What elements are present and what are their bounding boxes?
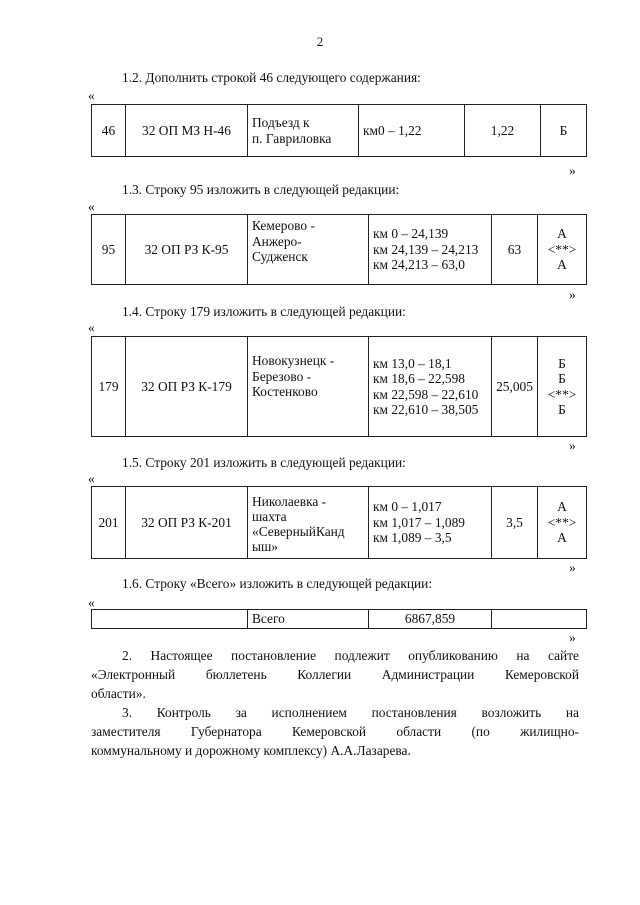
road-code: 32 ОП РЗ К-179 (126, 337, 248, 437)
row-number: 95 (92, 215, 126, 285)
open-quote: « (88, 320, 95, 335)
section-1-2-heading: 1.2. Дополнить строкой 46 следующего содержания: (122, 70, 421, 85)
km-range: км 13,0 – 18,1 км 18,6 – 22,598 км 22,598 – 22,610 км 22,610 – 38,505 (369, 337, 492, 437)
road-code: 32 ОП РЗ К-201 (126, 487, 248, 559)
open-quote: « (88, 595, 95, 610)
road-length: 3,5 (492, 487, 538, 559)
total-label: Всего (248, 610, 369, 629)
row-number: 201 (92, 487, 126, 559)
close-quote: » (569, 438, 576, 453)
close-quote: » (569, 287, 576, 302)
road-category: Б (541, 105, 587, 157)
table-row-179 (91, 336, 587, 437)
paragraph-3: 3. Контроль за исполнением постановления возложить на заместителя Губернатора Кемеровской области (по жилищно- коммунальному и дорожному комплексу) А.А.Лазарева. (91, 705, 579, 758)
road-category: Б Б <**> Б (538, 337, 587, 437)
road-name: Николаевка - шахта «СеверныйКанд ыш» (248, 487, 369, 559)
row-number: 179 (92, 337, 126, 437)
row-number: 46 (92, 105, 126, 157)
km-range: км 0 – 24,139 км 24,139 – 24,213 км 24,213 – 63,0 (369, 215, 492, 285)
table-row-46 (91, 104, 587, 157)
table-row-201 (91, 486, 587, 559)
road-name: Новокузнецк - Березово - Костенково (248, 337, 369, 437)
section-1-6-heading: 1.6. Строку «Всего» изложить в следующей редакции: (122, 576, 433, 591)
close-quote: » (569, 163, 576, 178)
road-length: 25,005 (492, 337, 538, 437)
open-quote: « (88, 199, 95, 214)
open-quote: « (88, 471, 95, 486)
section-1-5-heading: 1.5. Строку 201 изложить в следующей редакции: (122, 455, 406, 470)
section-1-3-heading: 1.3. Строку 95 изложить в следующей редакции: (122, 182, 400, 197)
page-number: 2 (316, 34, 324, 49)
road-category: А <**> А (538, 487, 587, 559)
road-code: 32 ОП РЗ К-95 (126, 215, 248, 285)
km-range: км 0 – 1,017 км 1,017 – 1,089 км 1,089 – 3,5 (369, 487, 492, 559)
road-length: 1,22 (465, 105, 541, 157)
km-range: км0 – 1,22 (359, 105, 465, 157)
close-quote: » (569, 630, 576, 645)
road-code: 32 ОП МЗ Н-46 (126, 105, 248, 157)
paragraph-2: 2. Настоящее постановление подлежит опубликованию на сайте «Электронный бюллетень Коллегии Администрации Кемеровской области». (91, 648, 579, 701)
road-name: Подъезд к п. Гавриловка (248, 105, 359, 157)
road-category: А <**> А (538, 215, 587, 285)
road-length: 63 (492, 215, 538, 285)
close-quote: » (569, 560, 576, 575)
table-total (91, 609, 587, 629)
open-quote: « (88, 88, 95, 103)
table-row-95 (91, 214, 587, 285)
section-1-4-heading: 1.4. Строку 179 изложить в следующей редакции: (122, 304, 406, 319)
road-name: Кемерово - Анжеро- Судженск (248, 215, 369, 285)
total-value: 6867,859 (369, 610, 492, 629)
